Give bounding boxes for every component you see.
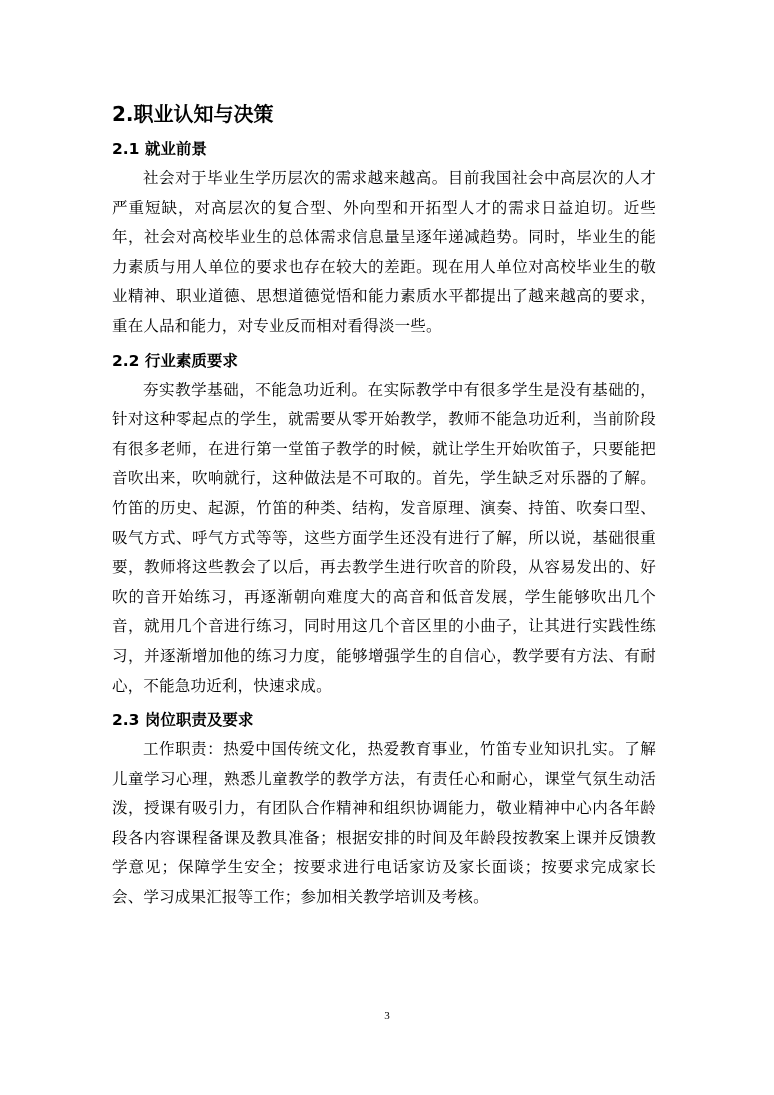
- section-employment-prospects: [112, 136, 656, 342]
- section-paragraph: 工作职责：热爱中国传统文化，热爱教育事业，竹笛专业知识扎实。了解儿童学习心理，熟悉儿童教学的教学方法，有责任心和耐心，课堂气氛生动活泼，授课有吸引力，有团队合作精神和组织协调能力，敬业精神中心内各年龄段各内容课程备课及教具准备；根据安排的时间及年龄段按教案上课并反馈教学意见；保障学生安全；按要求进行电话家访及家长面谈；按要求完成家长会、学习成果汇报等工作；参加相关教学培训及考核。: [112, 740, 656, 907]
- section-paragraph: 社会对于毕业生学历层次的需求越来越高。目前我国社会中高层次的人才严重短缺，对高层次的复合型、外向型和开拓型人才的需求日益迫切。近些年，社会对高校毕业生的总体需求信息量呈逐年递减趋势。同时，毕业生的能力素质与用人单位的要求也存在较大的差距。现在用人单位对高校毕业生的敬业精神、职业道德、思想道德觉悟和能力素质水平都提出了越来越高的要求，重在人品和能力，对专业反而相对看得淡一些。: [112, 169, 656, 335]
- section-heading: 2.3 岗位职责及要求: [112, 711, 254, 730]
- section-job-duties: [112, 707, 656, 913]
- section-heading: 2.1 就业前景: [112, 140, 207, 158]
- chapter-title: 2.职业认知与决策: [112, 102, 274, 126]
- page-number: 3: [384, 1010, 390, 1022]
- section-industry-requirements: [112, 348, 656, 702]
- section-heading: 2.2 行业素质要求: [112, 351, 238, 370]
- section-paragraph: 夯实教学基础，不能急功近利。在实际教学中有很多学生是没有基础的，针对这种零起点的学生，就需要从零开始教学，教师不能急功近利，当前阶段有很多老师，在进行第一堂笛子教学的时候，就让学生开始吹笛子，只要能把音吹出来，吹响就行，这种做法是不可取的。首先，学生缺乏对乐器的了解。竹笛的历史、起源，竹笛的种类、结构，发音原理、演奏、持笛、吹奏口型、吸气方式、呼气方式等等，这些方面学生还没有进行了解，所以说，基础很重要，教师将这些教会了以后，再去教学生进行吹音的阶段，从容易发出的、好吹的音开始练习，再逐渐朝向难度大的高音和低音发展，学生能够吹出几个音，就用几个音进行练习，同时用这几个音区里的小曲子，让其进行实践性练习，并逐渐增加他的练习力度，能够增强学生的自信心，教学要有方法、有耐心，不能急功近利，快速求成。: [112, 380, 656, 695]
- page-content: [112, 96, 656, 919]
